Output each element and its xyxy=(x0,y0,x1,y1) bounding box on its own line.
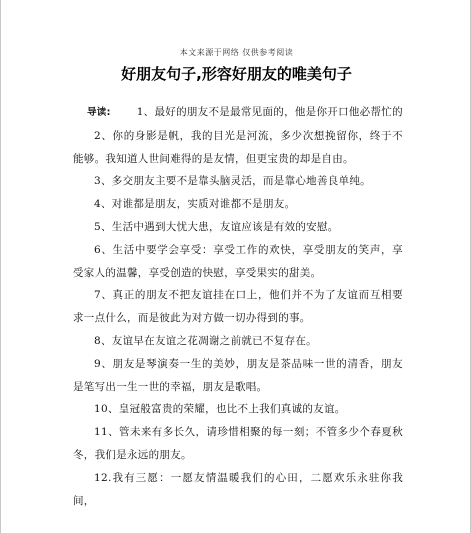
paragraph-8: 8、友谊早在友谊之花凋谢之前就已不复存在。 xyxy=(94,334,317,347)
paragraph-5: 5、生活中遇到大忧大患，友谊应该是有效的安慰。 xyxy=(94,220,339,233)
document-body xyxy=(73,101,403,512)
paragraph-2: 2、你的身影是帆，我的目光是河流，多少次想挽留你，终于不能够。我知道人世间难得的是友情，但更宝贵的却是自由。 xyxy=(73,129,403,165)
paragraph-7: 7、真正的朋友不把友谊挂在口上，他们并不为了友谊而互相要求一点什么，而是彼此为对方做一切办得到的事。 xyxy=(73,289,403,325)
paragraph-4: 4、对谁都是朋友，实质对谁都不是朋友。 xyxy=(94,198,296,211)
document-title: 好朋友句子,形容好朋友的唯美句子 xyxy=(121,65,352,83)
source-note: 本文来源于网络 仅供参考阅读 xyxy=(179,48,294,57)
paragraph-6: 6、生活中要学会享受：享受工作的欢快，享受朋友的笑声，享受家人的温馨，享受创造的快慰，享受果实的甜美。 xyxy=(73,243,403,279)
lead-text: 1、最好的朋友不是最常见面的，他是你开口他必帮忙的 xyxy=(136,106,403,118)
lead-paragraph xyxy=(73,101,403,125)
paragraph-11: 11、管未来有多长久，请珍惜相聚的每一刻；不管多少个春夏秋冬，我们是永远的朋友。 xyxy=(73,426,403,461)
paragraph-10: 10、皇冠般富贵的荣耀，也比不上我们真诚的友谊。 xyxy=(94,403,346,416)
paragraph-9: 9、朋友是琴演奏一生的美妙，朋友是茶品味一世的清香，朋友是笔写出一生一世的幸福，朋友是歌唱。 xyxy=(73,357,403,393)
paragraph-3: 3、多交朋友主要不是靠头脑灵活，而是靠心地善良单纯。 xyxy=(94,175,371,188)
paragraph-12: 12.我有三愿：一愿友情温暖我们的心田，二愿欢乐永驻你我间， xyxy=(73,471,403,507)
lead-label: 导读: xyxy=(87,107,111,118)
